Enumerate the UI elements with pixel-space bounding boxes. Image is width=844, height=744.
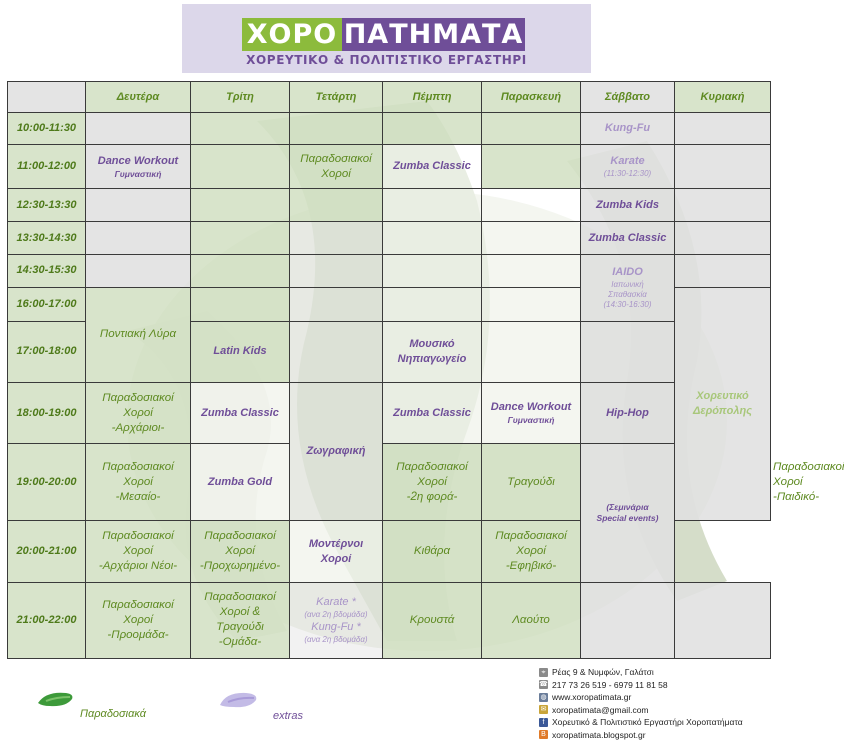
time-label: 20:00-21:00 xyxy=(8,521,86,582)
globe-icon: ◍ xyxy=(540,693,547,701)
class-iaido-sat: IAIDO Ιαπωνική Σπαθασκία (14:30-16:30) xyxy=(581,254,675,321)
day-header: Σάββατο xyxy=(581,82,675,113)
schedule-table: Δευτέρα Τρίτη Τετάρτη Πέμπτη Παρασκευή Σάββατο Κυριακή 10:00-11:30 Kung-Fu 11:00-12:00 Dance Workout Γυμναστική Παραδοσιακοί Χοροί Zumba Classic Karate (11:30-12:30) 12:30-13:30 Zumba Kids 13:30-14:30 Zumba Classic 14:30-15:30 IAIDO Ιαπωνική Σπαθασκία (14:30-16:30) 16:00-17:00 Ποντιακή Λύρα Χορευτικό Δερόπολης 17:00-18:00 Latin Kids Μουσικό Νηπιαγωγείο 18:00-19:00 Παραδοσιακοί Χοροί -Αρχάριοι- Zumba Classic Ζωγραφική Zumba Classic Dance Workout Γυμναστική Hip-Hop 19:00-20:00 Παραδοσιακοί Χοροί -Μεσαίο- Zumba Gold Παραδοσιακοί Χοροί -2η φορά- Τραγούδι (Σεμινάρια Special events) Παραδοσιακοί Χοροί -Παιδικό- 20:00-21:00 Παραδοσιακοί Χοροί -Αρχάριοι Νέοι- Παραδοσιακοί Χοροί -Προχωρημένο- Μοντέρνοι Χοροί Κιθάρα Παραδοσιακοί Χοροί -Εφηβικό- 21:00-22:00 Παραδοσιακοί Χοροί -Προομάδα- Παραδοσιακοί Χοροί & Τραγούδι -Ομάδα- Karate * (ανα 2η βδομάδα) Kung-Fu * (ανα 2η βδομάδα) Κρουστά Λαούτο xyxy=(7,81,771,659)
extras-legend-brush-icon xyxy=(218,689,260,711)
class-zumba-classic-thu: Zumba Classic xyxy=(383,145,482,189)
logo-banner xyxy=(182,4,591,73)
traditional-legend-brush-icon xyxy=(36,689,76,711)
contact-email[interactable]: ✉ xoropatimata@gmail.com xyxy=(540,704,649,715)
class-latin-kids-tue: Latin Kids xyxy=(191,321,290,382)
facebook-icon: f xyxy=(539,718,548,727)
day-header: Δευτέρα xyxy=(86,82,191,113)
class-kungfu-sat: Kung-Fu xyxy=(581,113,675,145)
class-traditional-beginners-mon: Παραδοσιακοί Χοροί -Αρχάριοι- xyxy=(86,382,191,443)
time-label: 14:30-15:30 xyxy=(8,254,86,287)
class-dance-workout-mon: Dance Workout Γυμναστική xyxy=(86,145,191,189)
class-zumba-kids-sat: Zumba Kids xyxy=(581,189,675,222)
day-header: Τρίτη xyxy=(191,82,290,113)
contact-address: ⌖ Ρέας 9 & Νυμφών, Γαλάτσι xyxy=(539,666,774,678)
time-label: 10:00-11:30 xyxy=(8,113,86,145)
time-label: 21:00-22:00 xyxy=(8,582,86,658)
class-zumba-classic-tue: Zumba Classic xyxy=(191,382,290,443)
class-xoreftiko-deropolis-sun: Χορευτικό Δερόπολης xyxy=(675,287,771,521)
class-zumba-classic-sat: Zumba Classic xyxy=(581,222,675,254)
day-header: Πέμπτη xyxy=(383,82,482,113)
class-tragoudi-fri: Τραγούδι xyxy=(482,444,581,521)
class-seminars-sat: (Σεμινάρια Special events) xyxy=(581,444,675,582)
class-dance-workout-fri: Dance Workout Γυμναστική xyxy=(482,382,581,443)
contact-blog[interactable]: B xoropatimata.blogspot.gr xyxy=(539,729,774,741)
schedule-grid xyxy=(7,81,844,659)
logo-word-patimata: ΠΑΤΗΜΑΤΑ xyxy=(343,19,524,50)
class-traditional-young-beginners-mon: Παραδοσιακοί Χοροί -Αρχάριοι Νέοι- xyxy=(86,521,191,582)
time-label: 11:00-12:00 xyxy=(8,145,86,189)
class-karate-kungfu-wed: Karate * (ανα 2η βδομάδα) Kung-Fu * (ανα 2η βδομάδα) xyxy=(290,582,383,658)
blog-icon: B xyxy=(539,730,548,739)
class-traditional-pre-team-mon: Παραδοσιακοί Χοροί -Προομάδα- xyxy=(86,582,191,658)
class-traditional-advanced-tue: Παραδοσιακοί Χοροί -Προχωρημένο- xyxy=(191,521,290,582)
class-modern-dance-thu: Μοντέρνοι Χοροί xyxy=(290,521,383,582)
class-laouto-fri: Λαούτο xyxy=(482,582,581,658)
contact-facebook[interactable]: f Χορευτικό & Πολιτιστικό Εργαστήρι Χοροπατήματα xyxy=(539,716,774,728)
class-hiphop-sat: Hip-Hop xyxy=(581,382,675,443)
phone-icon: ☎ xyxy=(539,681,548,688)
class-traditional-2nd-thu: Παραδοσιακοί Χοροί -2η φορά- xyxy=(383,444,482,521)
class-zumba-classic-thu-evening: Zumba Classic xyxy=(383,382,482,443)
class-traditional-medium-mon: Παραδοσιακοί Χοροί -Μεσαίο- xyxy=(86,444,191,521)
time-label: 19:00-20:00 xyxy=(8,444,86,521)
corner-cell xyxy=(8,82,86,113)
class-traditional-song-team-tue: Παραδοσιακοί Χοροί & Τραγούδι -Ομάδα- xyxy=(191,582,290,658)
time-label: 13:30-14:30 xyxy=(8,222,86,254)
contact-phone: ☎ 217 73 26 519 - 6979 11 81 58 xyxy=(539,679,668,690)
time-label: 17:00-18:00 xyxy=(8,321,86,382)
class-krousta-thu: Κρουστά xyxy=(383,582,482,658)
contact-list xyxy=(539,666,774,741)
class-karate-sat: Karate (11:30-12:30) xyxy=(581,145,675,189)
time-label: 18:00-19:00 xyxy=(8,382,86,443)
traditional-legend-label: Παραδοσιακά xyxy=(80,708,147,720)
class-kithara-fri: Κιθάρα xyxy=(383,521,482,582)
class-pontiaki-lyra-mon: Ποντιακή Λύρα xyxy=(86,287,191,382)
logo-word-xoro: ΧΟΡΟ xyxy=(242,18,342,51)
mail-icon: ✉ xyxy=(540,706,547,713)
class-traditional-wed: Παραδοσιακοί Χοροί xyxy=(290,145,383,189)
class-traditional-teen-sun: Παραδοσιακοί Χοροί -Εφηβικό- xyxy=(482,521,581,582)
logo-subtitle: ΧΟΡΕΥΤΙΚΟ & ΠΟΛΙΤΙΣΤΙΚΟ ΕΡΓΑΣΤΗΡΙ xyxy=(246,53,527,67)
class-zografiki-wed: Ζωγραφική xyxy=(290,382,383,520)
time-label: 16:00-17:00 xyxy=(8,287,86,321)
day-header: Τετάρτη xyxy=(290,82,383,113)
map-pin-icon: ⌖ xyxy=(539,668,548,677)
day-header: Κυριακή xyxy=(675,82,771,113)
class-zumba-gold-tue: Zumba Gold xyxy=(191,444,290,521)
time-label: 12:30-13:30 xyxy=(8,189,86,222)
day-header: Παρασκευή xyxy=(482,82,581,113)
extras-legend-label: extras xyxy=(273,710,303,722)
contact-website[interactable]: ◍ www.xoropatimata.gr xyxy=(540,692,632,702)
class-mousiko-nipiagogeio-thu: Μουσικό Νηπιαγωγείο xyxy=(383,321,482,382)
